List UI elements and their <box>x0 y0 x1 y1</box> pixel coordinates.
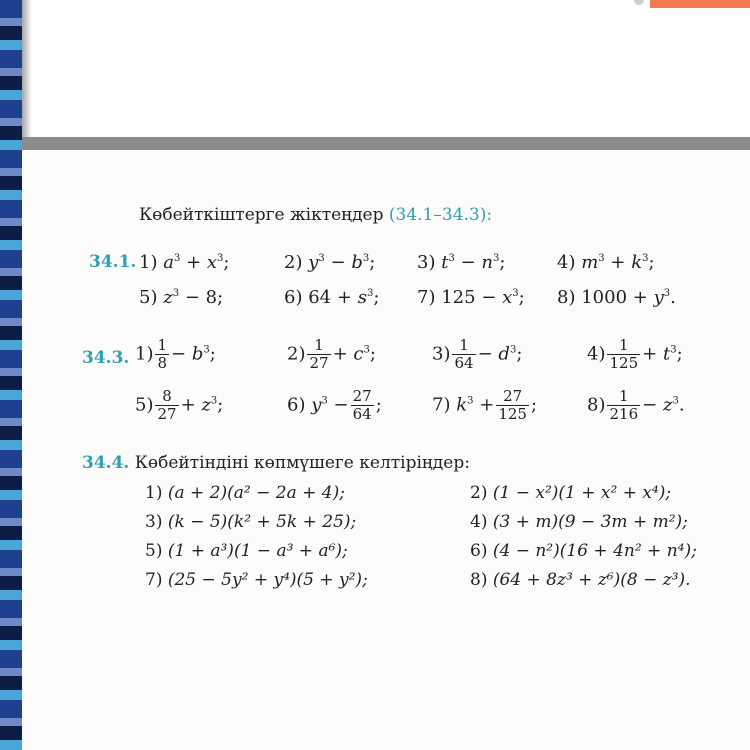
top-indicator-dot <box>634 0 644 5</box>
ex-34-1-item-7: 7) $125 - x^3$; <box>417 287 525 308</box>
fraction: $\frac{1}{64}$ <box>454 336 474 372</box>
textbook-page <box>22 150 750 750</box>
decorative-left-strip <box>0 0 22 750</box>
ex-34-4-item-5: 5) (1 + a³)(1 − a³ + a⁶); <box>145 541 348 561</box>
ex-34-1-item-1: 1) $a^3 + x^3$; <box>139 252 230 273</box>
ex-34-3-item-1: 1) $\frac{1}{8}$ − $b^3$; <box>135 336 216 372</box>
ex-34-4-item-4: 4) (3 + m)(9 − 3m + m²); <box>470 512 688 532</box>
fraction: $\frac{27}{125}$ <box>498 387 527 423</box>
ex-34-4-item-6: 6) (4 − n²)(16 + 4n² + n⁴); <box>470 541 697 561</box>
instruction-text: Көбейткіштерге жіктеңдер <box>139 205 384 225</box>
fraction: $\frac{8}{27}$ <box>157 387 177 423</box>
exercise-number-34-1: 34.1. <box>89 252 137 272</box>
fraction: $\frac{27}{64}$ <box>352 387 372 423</box>
ex-34-4-item-2: 2) (1 − x²)(1 + x² + x⁴); <box>470 483 672 503</box>
exercise-number-34-4: 34.4. <box>82 453 130 473</box>
fraction: $\frac{1}{27}$ <box>309 336 329 372</box>
exercise-number-34-3: 34.3. <box>82 348 130 368</box>
ex-34-3-item-6: 6) $y^3$ − $\frac{27}{64}$ ; <box>287 387 382 423</box>
ex-34-3-item-3: 3) $\frac{1}{64}$ − $d^3$; <box>432 336 523 372</box>
ex-34-3-item-2: 2) $\frac{1}{27}$ + $c^3$; <box>287 336 376 372</box>
ex-34-1-item-6: 6) $64 + s^3$; <box>284 287 380 308</box>
fraction: $\frac{1}{125}$ <box>609 336 639 372</box>
ex-34-3-item-8: 8) $\frac{1}{216}$ − $z^3$. <box>587 387 685 423</box>
page-divider-bar <box>22 137 750 150</box>
ex-34-3-item-7: 7) $k^3$ + $\frac{27}{125}$ ; <box>432 387 538 423</box>
ex-34-1-item-3: 3) $t^3 - n^3$; <box>417 252 506 273</box>
instruction-heading <box>139 205 492 225</box>
ex-34-1-item-5: 5) $z^3 - 8$; <box>139 287 224 308</box>
ex-34-4-item-7: 7) (25 − 5y² + y⁴)(5 + y²); <box>145 570 368 590</box>
ex-34-1-item-2: 2) $y^3 - b^3$; <box>284 252 376 273</box>
ex-34-3-item-4: 4) $\frac{1}{125}$ + $t^3$; <box>587 336 683 372</box>
exercise-34-4-heading <box>82 453 470 473</box>
instruction-range: (34.1–34.3): <box>388 205 493 225</box>
fraction: $\frac{1}{216}$ <box>609 387 639 423</box>
ex-34-4-item-1: 1) (a + 2)(a² − 2a + 4); <box>145 483 345 503</box>
ex-34-4-item-8: 8) (64 + 8z³ + z⁶)(8 − z³). <box>470 570 691 590</box>
ex-34-1-item-4: 4) $m^3 + k^3$; <box>557 252 655 273</box>
fraction: $\frac{1}{8}$ <box>157 336 168 372</box>
exercise-34-4-instruction: Көбейтіндіні көпмүшеге келтіріңдер: <box>134 453 470 473</box>
top-right-button[interactable] <box>650 0 750 8</box>
ex-34-3-item-5: 5) $\frac{8}{27}$ + $z^3$; <box>135 387 224 423</box>
ex-34-4-item-3: 3) (k − 5)(k² + 5k + 25); <box>145 512 357 532</box>
ex-34-1-item-8: 8) $1000 + y^3$. <box>557 287 676 308</box>
